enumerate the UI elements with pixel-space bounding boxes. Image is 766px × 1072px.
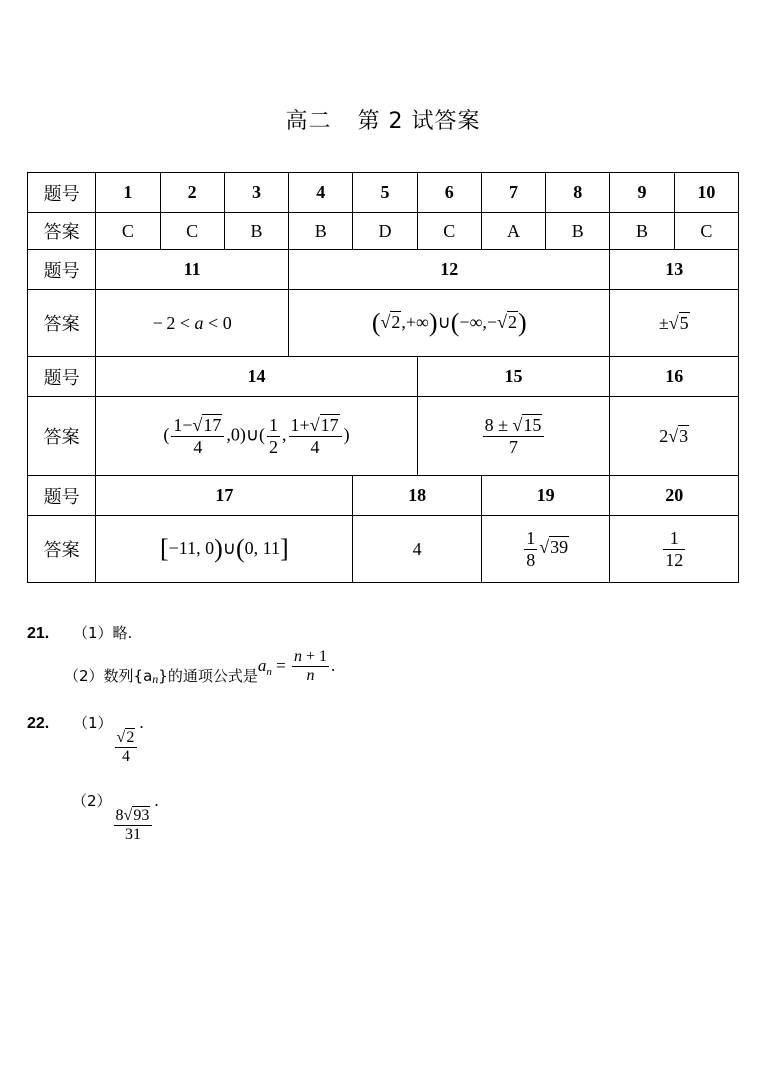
answer-label: 答案 [28, 213, 96, 250]
answer-cell: C [417, 213, 481, 250]
question-number: 1 [96, 173, 160, 213]
answer-15: $\frac{8 \pm √15}{7}$ [417, 397, 610, 476]
question-number: 10 [674, 173, 738, 213]
q22-part1-formula: $\frac{√2}{4}$ [115, 729, 138, 767]
question-number: 8 [546, 173, 610, 213]
question-number: 13 [610, 250, 739, 290]
q21-part1-tag: （1） [73, 624, 113, 642]
answer-label: 答案 [28, 516, 96, 583]
question-number: 11 [96, 250, 289, 290]
table-row [28, 357, 739, 397]
q22-part2-tag: （2） [72, 792, 112, 810]
question-number: 4 [289, 173, 353, 213]
answer-cell: A [481, 213, 545, 250]
q22-part2: （2） $\frac{8√93}{31}$ . [72, 791, 159, 844]
question-label: 题号 [28, 476, 96, 516]
question-number: 14 [96, 357, 417, 397]
q22-part1-tag: （1） [73, 714, 113, 732]
answer-12: (√2,+∞)∪(−∞,−√2) [289, 290, 610, 357]
answer-16: 2√3 [610, 397, 739, 476]
question-number: 18 [353, 476, 482, 516]
q21-number: 21. [27, 625, 50, 642]
table-row [28, 290, 739, 357]
answer-cell: C [96, 213, 160, 250]
answer-cell: B [610, 213, 674, 250]
question-label: 题号 [28, 357, 96, 397]
answer-14: ( $\frac{1-√17}{4}$ ,0)∪( $\frac{1}{2}$ , $\frac{1+√17}{4}$ ) [96, 397, 417, 476]
answer-table [27, 172, 739, 583]
answer-cell: B [289, 213, 353, 250]
question-number: 5 [353, 173, 417, 213]
answer-cell: D [353, 213, 417, 250]
question-number: 9 [610, 173, 674, 213]
question-number: 20 [610, 476, 739, 516]
title-exam: 第 2 试答案 [357, 109, 481, 134]
table-row [28, 476, 739, 516]
q21-part2: （2）数列$\{a_n\}$的通项公式是$a_n$ = $\frac{n + 1}{n}$ . [64, 648, 336, 687]
answer-label: 答案 [28, 290, 96, 357]
table-row [28, 250, 739, 290]
answer-cell: B [224, 213, 288, 250]
question-number: 2 [160, 173, 224, 213]
q21-part1 [27, 622, 132, 643]
title-grade: 高二 [285, 109, 332, 134]
answer-label: 答案 [28, 397, 96, 476]
q22-part1: 22. （1） $\frac{√2}{4}$ . [27, 713, 144, 766]
question-number: 17 [96, 476, 353, 516]
answer-cell: B [546, 213, 610, 250]
q21-part2-tag: （2） [64, 667, 104, 686]
page-title [0, 104, 766, 135]
table-row [28, 516, 739, 583]
answer-17: [−11, 0)∪(0, 11] [96, 516, 353, 583]
q21-part1-text: 略. [112, 624, 133, 642]
answer-18: 4 [353, 516, 482, 583]
table-row [28, 173, 739, 213]
answer-19: $\frac{1}{8}$ √39 [481, 516, 610, 583]
answer-cell: C [160, 213, 224, 250]
question-number: 12 [289, 250, 610, 290]
question-label: 题号 [28, 173, 96, 213]
q21-part2-text-b: }的通项公式是 [158, 667, 258, 686]
q21-part2-text-a: 数列{a [103, 667, 153, 686]
q22-number: 22. [27, 715, 50, 732]
question-number: 7 [481, 173, 545, 213]
q21-formula: $a_n$ = $\frac{n + 1}{n}$ . [257, 648, 336, 685]
answer-13: ±√5 [610, 290, 739, 357]
answer-11: − 2 < a < 0 [96, 290, 289, 357]
table-row [28, 397, 739, 476]
q22-part2-formula: $\frac{8√93}{31}$ [114, 807, 153, 845]
table-row [28, 213, 739, 250]
question-number: 15 [417, 357, 610, 397]
answer-cell: C [674, 213, 738, 250]
question-number: 6 [417, 173, 481, 213]
question-number: 16 [610, 357, 739, 397]
question-label: 题号 [28, 250, 96, 290]
question-number: 19 [481, 476, 610, 516]
answer-20: $\frac{1}{12}$ [610, 516, 739, 583]
question-number: 3 [224, 173, 288, 213]
